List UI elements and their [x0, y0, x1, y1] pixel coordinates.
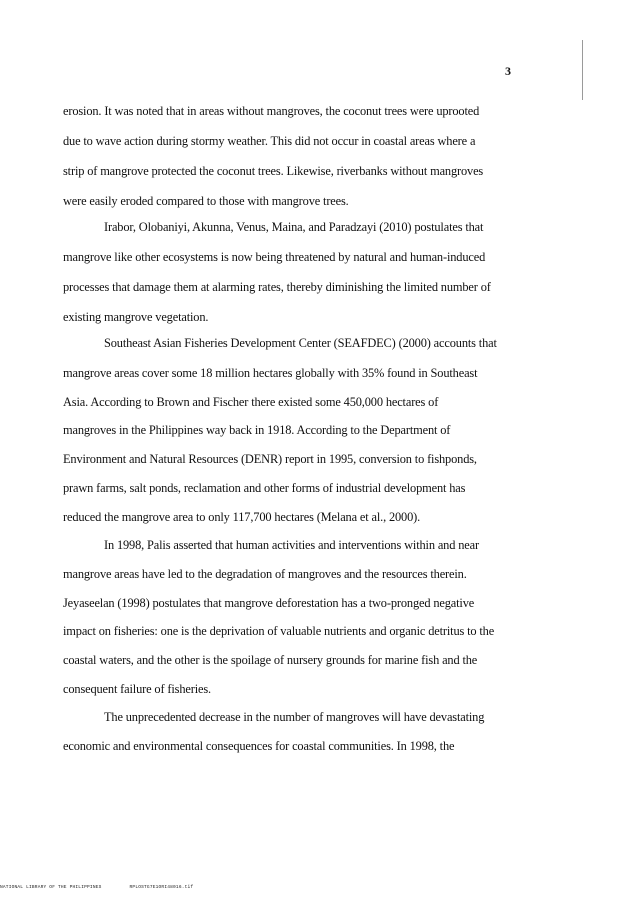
text-line: In 1998, Palis asserted that human activities and interventions within and near — [104, 538, 479, 552]
text-line: erosion. It was noted that in areas without mangroves, the coconut trees were uprooted — [63, 104, 480, 118]
text-line: existing mangrove vegetation. — [63, 310, 209, 324]
text-line: processes that damage them at alarming rates, thereby diminishing the limited number of — [63, 280, 491, 294]
text-line: Environment and Natural Resources (DENR) report in 1995, conversion to fishponds, — [63, 452, 477, 466]
text-line: The unprecedented decrease in the number of mangroves will have devastating — [104, 710, 485, 724]
text-line: Southeast Asian Fisheries Development Center (SEAFDEC) (2000) accounts that — [104, 336, 497, 350]
text-line: impact on fisheries: one is the deprivation of valuable nutrients and organic detritus to the — [63, 624, 495, 638]
text-line: strip of mangrove protected the coconut trees. Likewise, riverbanks without mangroves — [63, 164, 484, 178]
text-line: reduced the mangrove area to only 117,700 hectares (Melana et al., 2000). — [63, 510, 421, 524]
text-line: consequent failure of fisheries. — [63, 682, 211, 696]
footer-library-name: NATIONAL LIBRARY OF THE PHILIPPINES — [0, 885, 102, 890]
page-number: 3 — [505, 64, 511, 78]
text-line: mangrove areas cover some 18 million hectares globally with 35% found in Southeast — [63, 366, 478, 380]
text-line: Asia. According to Brown and Fischer there existed some 450,000 hectares of — [63, 395, 439, 409]
text-line: Irabor, Olobaniyi, Akunna, Venus, Maina, and Paradzayi (2010) postulates that — [104, 220, 484, 234]
scan-edge-line — [582, 40, 583, 100]
text-line: Jeyaseelan (1998) postulates that mangrove deforestation has a two-pronged negative — [63, 596, 475, 610]
text-line: were easily eroded compared to those with mangrove trees. — [63, 194, 349, 208]
text-line: economic and environmental consequences for coastal communities. In 1998, the — [63, 739, 455, 753]
text-line: coastal waters, and the other is the spoilage of nursery grounds for marine fish and the — [63, 653, 478, 667]
text-line: mangrove like other ecosystems is now being threatened by natural and human-induced — [63, 250, 486, 264]
text-line: mangrove areas have led to the degradation of mangroves and the resources therein. — [63, 567, 467, 581]
scan-footer — [0, 885, 193, 890]
text-line: prawn farms, salt ponds, reclamation and other forms of industrial development has — [63, 481, 466, 495]
footer-file-id: RPLOSTG7E1ORI48016.tif — [129, 885, 194, 890]
text-line: mangroves in the Philippines way back in 1918. According to the Department of — [63, 423, 451, 437]
text-line: due to wave action during stormy weather. This did not occur in coastal areas where a — [63, 134, 476, 148]
